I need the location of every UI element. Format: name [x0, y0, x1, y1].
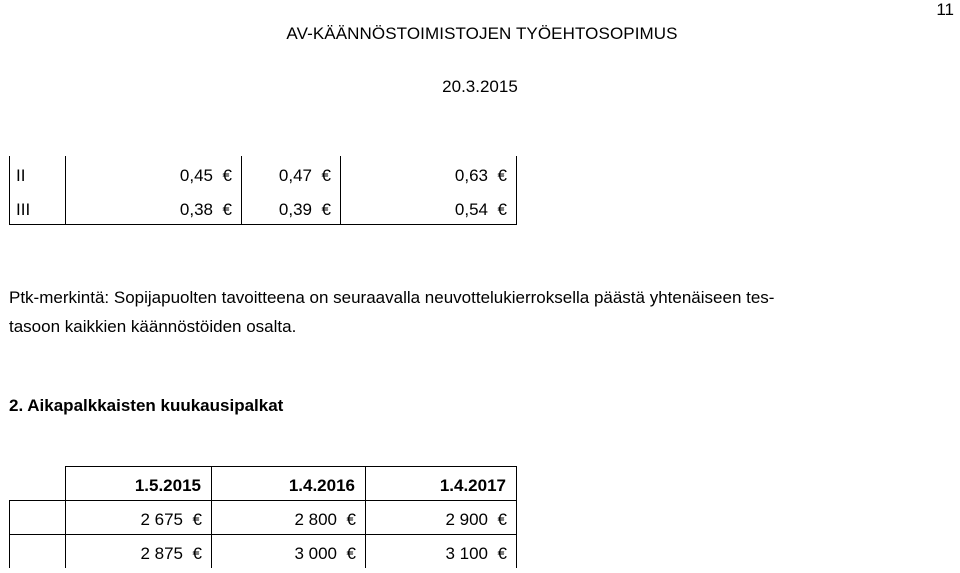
- euro-sign: €: [222, 166, 232, 185]
- salary-value: 3 000: [294, 544, 337, 563]
- euro-sign: €: [497, 166, 507, 185]
- euro-sign: €: [192, 544, 202, 563]
- salary-cell: [211, 534, 365, 568]
- euro-sign: €: [321, 166, 331, 185]
- salary-cell: [65, 500, 211, 534]
- note-line: tasoon kaikkien käännöstöiden osalta.: [9, 317, 297, 336]
- table-row: [9, 534, 509, 568]
- rate-value: 0,54: [454, 200, 488, 219]
- rate-table: [9, 156, 517, 224]
- euro-sign: €: [346, 544, 356, 563]
- rate-value: 0,47: [278, 166, 312, 185]
- salary-value: 2 900: [445, 510, 488, 529]
- rate-value: 0,63: [454, 166, 488, 185]
- rate-cell: [241, 190, 340, 224]
- rate-cell: [241, 156, 340, 190]
- rate-value: 0,38: [179, 200, 213, 219]
- salary-value: 2 875: [140, 544, 183, 563]
- euro-sign: €: [346, 510, 356, 529]
- column-header: [365, 466, 517, 500]
- note-line: Ptk-merkintä: Sopijapuolten tavoitteena on seuraavalla neuvottelukierroksella päästä yhtenäiseen tes-: [9, 288, 775, 307]
- column-header-text: 1.5.2015: [134, 476, 201, 495]
- row-label: II: [9, 156, 65, 190]
- document-title: AV-KÄÄNNÖSTOIMISTOJEN TYÖEHTOSOPIMUS: [286, 24, 678, 43]
- salary-cell: [365, 534, 517, 568]
- protocol-note: [9, 283, 959, 341]
- table-header-row: [9, 466, 509, 500]
- rate-cell: [65, 156, 241, 190]
- euro-sign: €: [222, 200, 232, 219]
- rate-value: 0,39: [278, 200, 312, 219]
- euro-sign: €: [497, 510, 507, 529]
- euro-sign: €: [321, 200, 331, 219]
- column-header: [65, 466, 211, 500]
- row-label: [9, 500, 65, 534]
- row-label: [9, 534, 65, 568]
- table-row: [9, 156, 517, 190]
- section-heading: 2. Aikapalkkaisten kuukausipalkat: [9, 396, 284, 415]
- salary-value: 2 800: [294, 510, 337, 529]
- rate-cell: [65, 190, 241, 224]
- page-number: 11: [936, 0, 954, 19]
- table-row: [9, 500, 509, 534]
- euro-sign: €: [497, 544, 507, 563]
- salary-table: [9, 466, 509, 568]
- column-header-text: 1.4.2017: [439, 476, 506, 495]
- rate-value: 0,45: [179, 166, 213, 185]
- euro-sign: €: [497, 200, 507, 219]
- rate-cell: [340, 190, 517, 224]
- table-row: [9, 190, 517, 225]
- salary-cell: [365, 500, 517, 534]
- salary-cell: [211, 500, 365, 534]
- header-empty-cell: [9, 466, 65, 500]
- salary-value: 3 100: [445, 544, 488, 563]
- document-date: 20.3.2015: [442, 77, 518, 96]
- column-header-text: 1.4.2016: [288, 476, 355, 495]
- salary-value: 2 675: [140, 510, 183, 529]
- row-label: III: [9, 190, 65, 224]
- rate-cell: [340, 156, 517, 190]
- euro-sign: €: [192, 510, 202, 529]
- column-header: [211, 466, 365, 500]
- salary-cell: [65, 534, 211, 568]
